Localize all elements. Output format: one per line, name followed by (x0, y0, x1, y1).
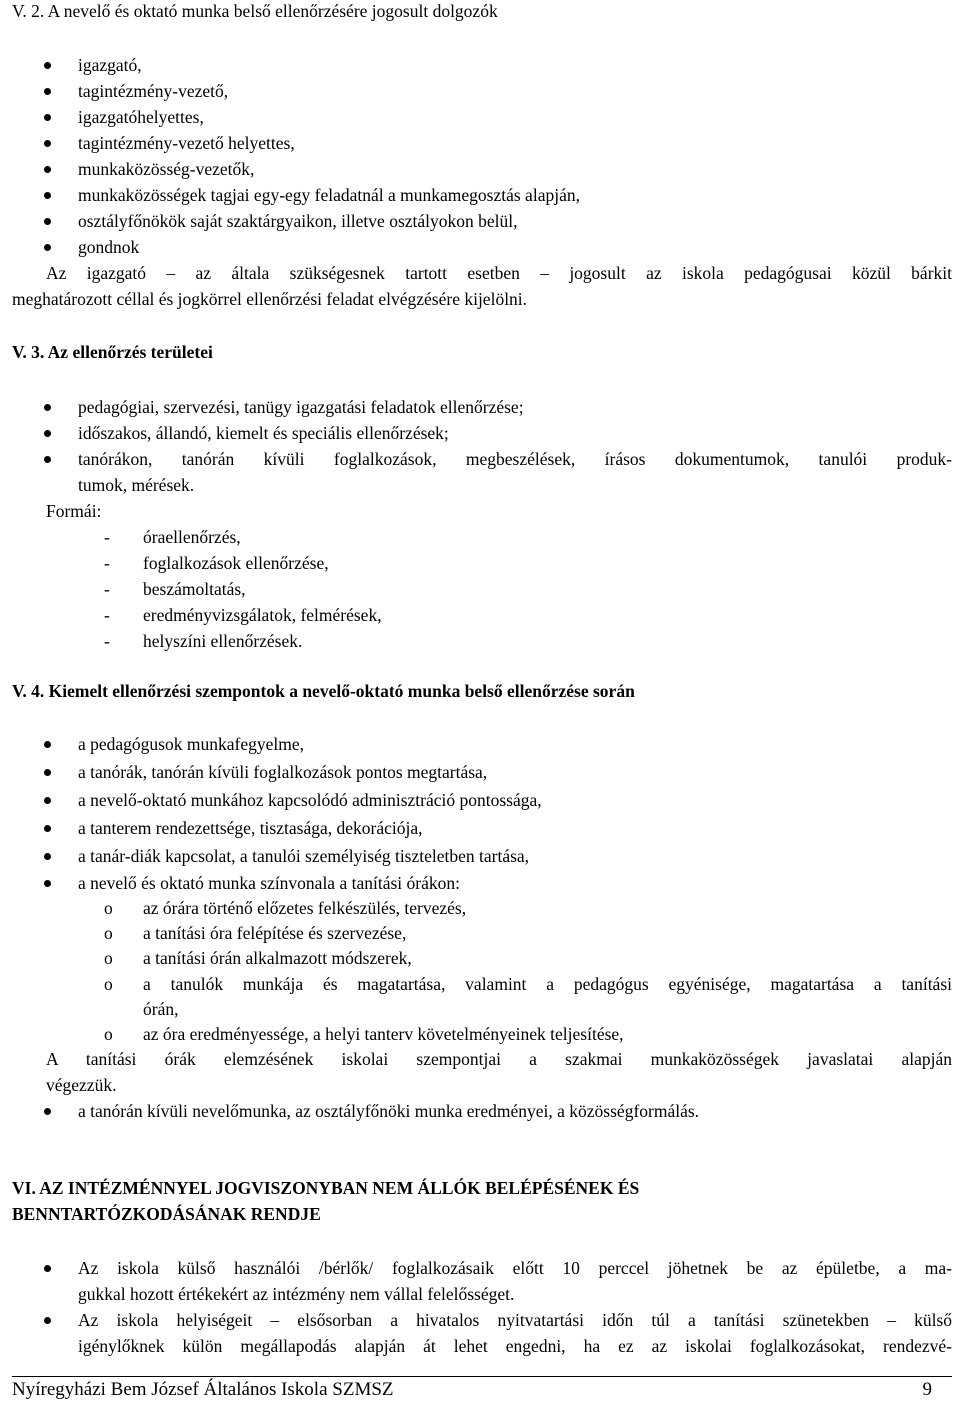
sub-marker: o (104, 1024, 113, 1044)
sub-item: a tanítási óra felépítése és szervezése, (143, 923, 407, 943)
section-v4-heading: V. 4. Kiemelt ellenőrzési szempontok a nevelő-oktató munka belső ellenőrzése során (12, 681, 635, 701)
sub-marker: o (104, 923, 113, 943)
list-item-continuation: igénylőknek külön megállapodás alapján át lehet engedni, ha ez az iskolai foglalkozásokat, rendezvé- (78, 1336, 952, 1356)
paragraph-line: Az igazgató – az általa szükségesnek tartott esetben – jogosult az iskola pedagógusai közül bárkit (46, 263, 952, 283)
bullet-icon (44, 244, 51, 251)
formai-label: Formái: (46, 501, 102, 521)
section-v2-heading: V. 2. A nevelő és oktató munka belső ellenőrzésére jogosult dolgozók (12, 1, 498, 21)
paragraph-line: végezzük. (46, 1075, 117, 1095)
list-item: Az iskola külső használói /bérlők/ foglalkozásaik előtt 10 perccel jöhetnek be az épületbe, a ma- (78, 1258, 952, 1278)
bullet-icon (44, 430, 51, 437)
list-item: időszakos, állandó, kiemelt és speciális ellenőrzések; (78, 423, 449, 443)
sub-marker: o (104, 974, 113, 994)
sub-item: a tanulók munkája és magatartása, valamint a pedagógus egyénisége, magatartása a tanítási (143, 974, 952, 994)
paragraph-line: meghatározott céllal és jogkörrel ellenőrzési feladat elvégzésére kijelölni. (12, 289, 528, 309)
paragraph-line: A tanítási órák elemzésének iskolai szempontjai a szakmai munkaközösségek javaslatai alapján (46, 1049, 952, 1069)
dash-marker: - (104, 579, 110, 599)
sub-item: az óra eredményessége, a helyi tanterv követelményeinek teljesítése, (143, 1024, 624, 1044)
bullet-icon (44, 88, 51, 95)
bullet-icon (44, 825, 51, 832)
dash-marker: - (104, 527, 110, 547)
list-item: a tanterem rendezettsége, tisztasága, dekorációja, (78, 818, 423, 838)
bullet-icon (44, 1108, 51, 1115)
list-item: a nevelő és oktató munka színvonala a tanítási órákon: (78, 873, 460, 893)
list-item: a pedagógusok munkafegyelme, (78, 734, 304, 754)
list-item: Az iskola helyiségeit – elsősorban a hivatalos nyitvatartási időn túl a tanítási szünetekben – külső (78, 1310, 952, 1330)
dash-item: foglalkozások ellenőrzése, (143, 553, 329, 573)
section-vi-heading-line2: BENNTARTÓZKODÁSÁNAK RENDJE (12, 1204, 321, 1224)
list-item: a tanórák, tanórán kívüli foglalkozások pontos megtartása, (78, 762, 488, 782)
page-footer (12, 1378, 932, 1402)
list-item: tanórákon, tanórán kívüli foglalkozások, megbeszélések, írásos dokumentumok, tanulói produk- (78, 449, 952, 469)
bullet-icon (44, 114, 51, 121)
list-item-continuation: gukkal hozott értékekért az intézmény nem vállal felelősséget. (78, 1284, 515, 1304)
bullet-icon (44, 62, 51, 69)
section-v3-heading: V. 3. Az ellenőrzés területei (12, 342, 213, 362)
bullet-icon (44, 880, 51, 887)
dash-item: eredményvizsgálatok, felmérések, (143, 605, 382, 625)
bullet-icon (44, 456, 51, 463)
page-number: 9 (922, 1379, 932, 1400)
dash-marker: - (104, 553, 110, 573)
dash-marker: - (104, 631, 110, 651)
sub-item: a tanítási órán alkalmazott módszerek, (143, 948, 412, 968)
sub-marker: o (104, 948, 113, 968)
sub-marker: o (104, 898, 113, 918)
list-item: munkaközösségek tagjai egy-egy feladatnál a munkamegosztás alapján, (78, 185, 580, 205)
bullet-icon (44, 192, 51, 199)
bullet-icon (44, 218, 51, 225)
list-item: munkaközösség-vezetők, (78, 159, 255, 179)
bullet-icon (44, 741, 51, 748)
sub-item-continuation: órán, (143, 999, 179, 1019)
dash-item: beszámoltatás, (143, 579, 246, 599)
bullet-icon (44, 769, 51, 776)
bullet-icon (44, 1265, 51, 1272)
list-item: a nevelő-oktató munkához kapcsolódó adminisztráció pontossága, (78, 790, 542, 810)
bullet-icon (44, 853, 51, 860)
list-item: a tanár-diák kapcsolat, a tanulói személyiség tiszteletben tartása, (78, 846, 530, 866)
bullet-icon (44, 1317, 51, 1324)
dash-item: óraellenőrzés, (143, 527, 241, 547)
dash-marker: - (104, 605, 110, 625)
list-item: tagintézmény-vezető helyettes, (78, 133, 295, 153)
section-vi-heading: VI. AZ INTÉZMÉNNYEL JOGVISZONYBAN NEM ÁLLÓK BELÉPÉSÉNEK ÉS (12, 1178, 640, 1198)
list-item: tagintézmény-vezető, (78, 81, 229, 101)
list-item: gondnok (78, 237, 140, 257)
list-item: a tanórán kívüli nevelőmunka, az osztályfőnöki munka eredményei, a közösségformálás. (78, 1101, 700, 1121)
footer-divider (12, 1376, 952, 1377)
bullet-icon (44, 404, 51, 411)
dash-item: helyszíni ellenőrzések. (143, 631, 303, 651)
list-item: igazgató, (78, 55, 142, 75)
list-item: igazgatóhelyettes, (78, 107, 204, 127)
list-item-continuation: tumok, mérések. (78, 475, 195, 495)
list-item: osztályfőnökök saját szaktárgyaikon, illetve osztályokon belül, (78, 211, 518, 231)
footer-school-name: Nyíregyházi Bem József Általános Iskola SZMSZ (12, 1379, 394, 1400)
bullet-icon (44, 166, 51, 173)
bullet-icon (44, 797, 51, 804)
bullet-icon (44, 140, 51, 147)
list-item: pedagógiai, szervezési, tanügy igazgatási feladatok ellenőrzése; (78, 397, 524, 417)
sub-item: az órára történő előzetes felkészülés, tervezés, (143, 898, 467, 918)
